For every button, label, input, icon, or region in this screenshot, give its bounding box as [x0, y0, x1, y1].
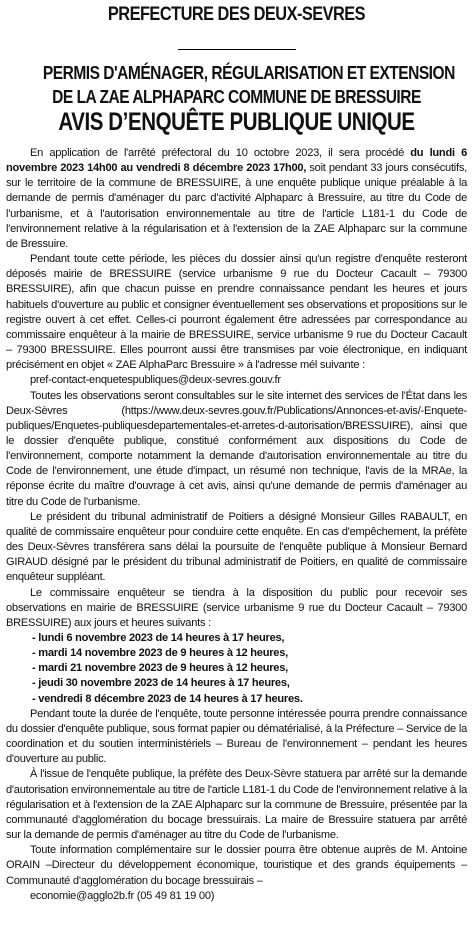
- authority-heading: PREFECTURE DES DEUX-SEVRES: [107, 4, 366, 25]
- paragraph-permanences-intro: Le commissaire enquêteur se tiendra à la disposition du public pour recevoir ses observations en mairie de BRESSUIRE (service urbanisme 9 rue du Docteur Cacault – 79300 BRESSUIRE) aux jours et heures suivants :: [6, 586, 467, 629]
- enquiry-dates: du lundi 6 novembre 2023 14h00 au vendredi 8 décembre 2023 17h00,: [6, 147, 467, 175]
- permanence-item: - vendredi 8 décembre 2023 de 14 heures à 17 heures.: [32, 692, 303, 705]
- permanence-item: - mardi 21 novembre 2023 de 9 heures à 12 heures,: [32, 662, 288, 675]
- heading-divider: [178, 49, 296, 50]
- subject-heading-line-1: PERMIS D'AMÉNAGER, RÉGULARISATION ET EXTENSION: [42, 62, 455, 83]
- permanence-list: [6, 631, 467, 707]
- paragraph-contact: Toute information complémentaire sur le dossier pourra être obtenue auprès de M. Antoine ORAIN –Directeur du développement économique, touristique et des grands équipements – Communauté d'agglomération du bocage bressuirais –: [6, 844, 467, 887]
- subject-heading-line-2: DE LA ZAE ALPHAPARC COMMUNE DE BRESSUIRE: [52, 86, 421, 107]
- paragraph-documents: Pendant toute cette période, les pièces du dossier ainsi qu'un registre d'enquête resteront déposés mairie de BRESSUIRE (service urbanisme 9 rue du Docteur Cacault – 79300 BRESSUIRE), afin que chacun puisse en prendre connaissance pendant les heures et jours habituels d'ouverture au public et consigner éventuellement ses observations et propositions sur le registre ouvert à cet effet. Celles-ci pourront également être adressées par correspondance au commissaire enquêteur à la mairie de BRESSUIRE, service urbanisme 9 rue du Docteur Cacault – 79300 BRESSUIRE. Elles pourront aussi être transmises par voie électronique, en indiquant précisément en objet « ZAE AlphaParc Bressuire » à l'adresse mél suivante :: [6, 253, 467, 372]
- permanence-item: - lundi 6 novembre 2023 de 14 heures à 17 heures,: [32, 632, 285, 644]
- paragraph-dates-intro: En application de l'arrêté préfectoral du 10 octobre 2023, il sera procédé: [30, 147, 411, 159]
- paragraph-website: Toutes les observations seront consultables sur le site internet des services de l'État dans les Deux-Sèvres (https://www.deux-sevres.gouv.fr/Publications/Annonces-et-avis/-Enquete-publiques/Enquetes-publiquesdepartementales-et-arretes-d-autorisation/BRESSUIRE), ainsi que le dossier d'enquête publique, constitué conformément aux dispositions du Code de l'environnement, comporte notamment la demande d'autorisation environnementale au titre du Code de l'environnement, une étude d'impact, un résumé non technique, l'avis de la MRAe, la réponse écrite du maître d'ouvrage à cet avis, ainsi qu'une demande de permis d'aménager au titre du Code de l'urbanisme.: [6, 389, 467, 508]
- permanence-item: - mardi 14 novembre 2023 de 9 heures à 12 heures,: [32, 647, 288, 660]
- notice-title: AVIS D’ENQUÊTE PUBLIQUE UNIQUE: [58, 108, 415, 136]
- paragraph-consultation: Pendant toute la durée de l'enquête, toute personne intéressée pourra prendre connaissance du dossier d'enquête publique, sous format papier ou dématérialisé, à la Préfecture – Service de la coordination et du soutien interministériels – Bureau de l'environnement – pendant les heures d'ouverture au public.: [6, 707, 467, 766]
- paragraph-decision: À l'issue de l'enquête publique, la préfète des Deux-Sèvre statuera par arrêté sur la demande d'autorisation environnementale au titre de l'article L181-1 du Code de l'environnement relative à la régularisation et à l'extension de la ZAE Alphaparc sur la commune de Bressuire, présentée par la communauté d'agglomération du bocage bressuirais. La maire de Bressuire statuera par arrêté sur la demande de permis d'aménager au titre du Code de l'urbanisme.: [6, 768, 467, 842]
- notice-body: [6, 146, 467, 904]
- paragraph-commissioner: Le président du tribunal administratif de Poitiers a désigné Monsieur Gilles RABAULT, en qualité de commissaire enquêteur pour conduire cette enquête. En cas d'empêchement, la préfète des Deux-Sèvres transférera sans délai la poursuite de l'enquête publique à Monsieur Bernard GIRAUD désigné par le président du tribunal administratif de Poitiers, en qualité de commissaire enquêteur suppléant.: [6, 510, 467, 584]
- paragraph-dates-rest: soit pendant 33 jours consécutifs, sur le territoire de la commune de BRESSUIRE, à une enquête publique unique préalable à la demande de permis d'aménager du parc d'activité Alphaparc à Bressuire, au titre du Code de l'urbanisme, et à l'autorisation environnementale au titre de l'article L181-1 du Code de l'environnement relative à la régularisation et à l'extension de la ZAE Alphaparc sur la commune de Bressuire.: [6, 162, 467, 250]
- paragraph-dates: [6, 146, 467, 252]
- prefecture-email: pref-contact-enquetespubliques@deux-sevres.gouv.fr: [30, 374, 281, 387]
- contact-email-phone: economie@agglo2b.fr (05 49 81 19 00): [30, 889, 215, 902]
- permanence-item: - jeudi 30 novembre 2023 de 14 heures à 17 heures,: [32, 677, 290, 690]
